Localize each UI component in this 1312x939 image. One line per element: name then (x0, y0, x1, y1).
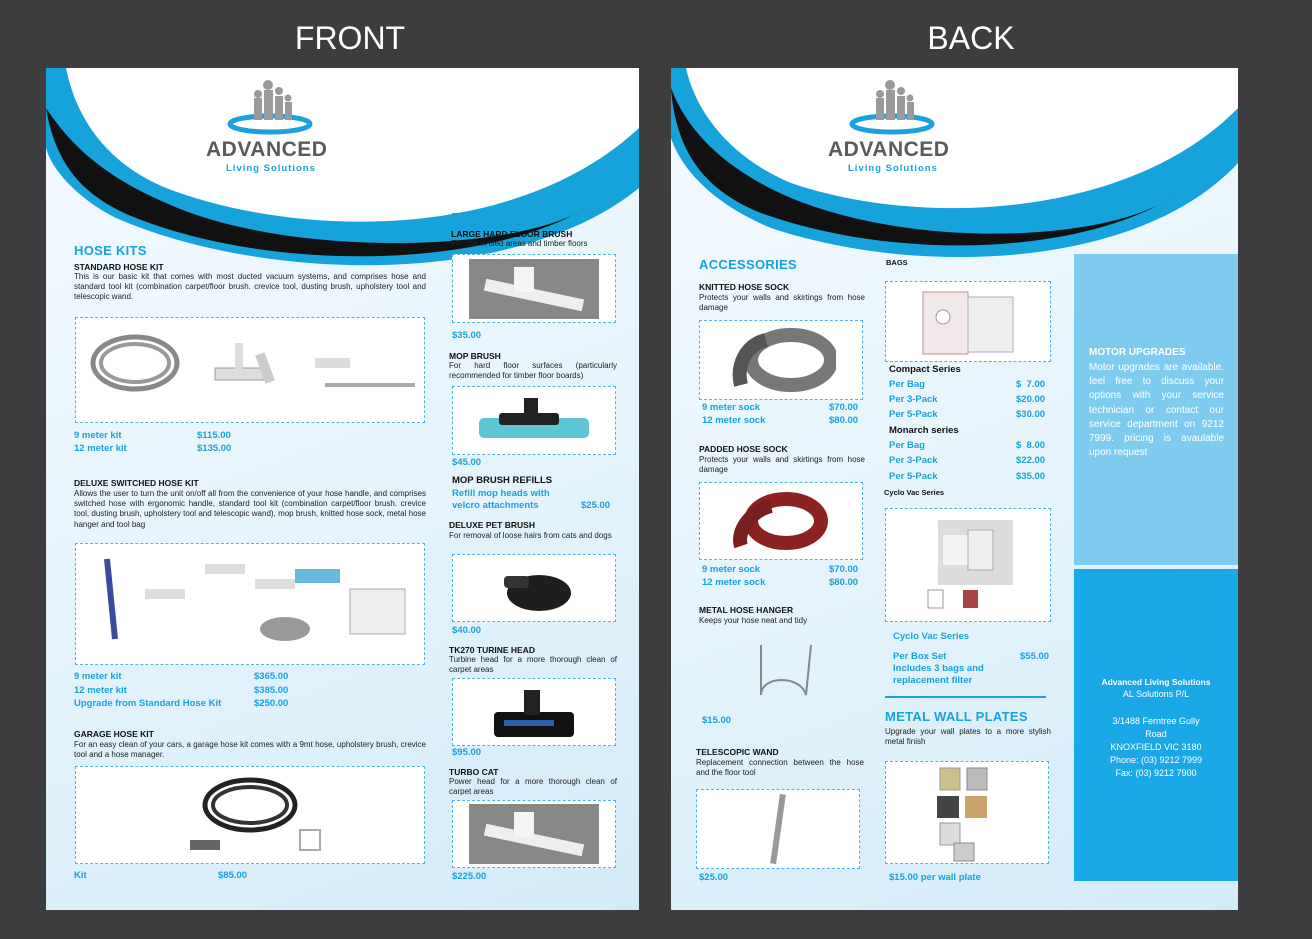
pet-brush-title: DELUXE PET BRUSH (449, 520, 535, 530)
turbo-cat-desc: Power head for a more thorough clean of carpet areas (449, 777, 617, 797)
monarch-row-label-0: Per Bag (889, 440, 925, 451)
contact-name: Advanced Living Solutions (1101, 677, 1211, 687)
tk270-image (452, 678, 616, 746)
bags-image (885, 281, 1051, 362)
cyclo-small-label: Cyclo Vac Series (884, 488, 945, 497)
contact-fax: Fax: (03) 9212 7900 (1115, 768, 1197, 778)
padded-price-label-1: 12 meter sock (702, 577, 766, 588)
hose-hanger-image (699, 632, 863, 707)
monarch-row-label-2: Per 5-Pack (889, 471, 938, 482)
monarch-series-heading: Monarch series (889, 425, 959, 436)
contact-address-2: Road (1145, 729, 1167, 739)
company-logo-back (828, 76, 988, 186)
compact-row-price-1: $20.00 (1016, 394, 1046, 405)
padded-sock-desc: Protects your walls and skirtings from hose damage (699, 455, 865, 475)
pet-brush-image (452, 554, 616, 622)
compact-row-label-0: Per Bag (889, 379, 925, 390)
wall-plates-price: $15.00 per wall plate (889, 872, 981, 883)
floor-tools-heading: FLOOR TOOLS (451, 210, 548, 225)
back-page (671, 68, 1238, 910)
cyclo-vac-heading: Cyclo Vac Series (893, 631, 970, 642)
compact-series-heading: Compact Series (889, 364, 961, 375)
mop-refills-price: $25.00 (581, 500, 611, 511)
cyclo-vac-price: $55.00 (1020, 651, 1050, 662)
telescopic-wand-desc: Replacement connection between the hose and the floor tool (696, 758, 864, 778)
hose-hanger-desc: Keeps your hose neat and tidy (699, 616, 808, 625)
wall-plates-image (885, 761, 1049, 864)
mop-brush-price: $45.00 (452, 457, 482, 468)
standard-price-1: $135.00 (197, 443, 232, 454)
monarch-row-label-1: Per 3-Pack (889, 455, 938, 466)
compact-row-price-2: $30.00 (1016, 409, 1046, 420)
hose-kits-heading: HOSE KITS (74, 243, 147, 258)
wall-plates-heading: METAL WALL PLATES (885, 709, 1028, 724)
standard-price-label-1: 12 meter kit (74, 443, 127, 454)
cyclo-vac-line2: Includes 3 bags and (893, 663, 984, 674)
standard-hose-kit-title: STANDARD HOSE KIT (74, 262, 164, 272)
tk270-desc: Turbine head for a more thorough clean of carpet areas (449, 655, 617, 675)
knitted-sock-title: KNITTED HOSE SOCK (699, 282, 790, 292)
cyclo-vac-image (885, 508, 1051, 622)
pet-brush-price: $40.00 (452, 625, 482, 636)
company-logo (206, 76, 366, 186)
mop-refills-line2: velcro attachments (452, 500, 539, 511)
hose-hanger-title: METAL HOSE HANGER (699, 605, 794, 615)
deluxe-price-label-1: 12 meter kit (74, 685, 127, 696)
deluxe-price-label-2: Upgrade from Standard Hose Kit (74, 698, 222, 709)
contact-address-1: 3/1488 Ferntree Gully (1112, 716, 1200, 726)
motor-upgrades-heading: MOTOR UPGRADES (1089, 347, 1186, 358)
standard-hose-kit-desc: This is our basic kit that comes with most ducted vacuum systems, and comprises hose and standard tool kit (combination carpet/floor brush. crevice tool, dusting brush, upholstery tool and telescopic wand. (74, 272, 426, 302)
compact-row-price-0: $ 7.00 (1016, 379, 1046, 390)
knitted-sock-desc: Protects your walls and skirtings from hose damage (699, 293, 865, 313)
mop-brush-image (452, 386, 616, 455)
deluxe-hose-kit-title: DELUXE SWITCHED HOSE KIT (74, 478, 199, 488)
large-brush-image (452, 254, 616, 323)
knitted-price-label-1: 12 meter sock (702, 415, 766, 426)
large-brush-desc: For use in tiled areas and timber floors (451, 239, 588, 248)
logo-text-advanced: ADVANCED (206, 138, 328, 161)
turbo-cat-title: TURBO CAT (449, 767, 499, 777)
turbo-cat-price: $225.00 (452, 871, 487, 882)
divider (885, 696, 1046, 698)
cyclo-vac-line3: replacement filter (893, 675, 973, 686)
mop-brush-title: MOP BRUSH (449, 351, 501, 361)
standard-price-label-0: 9 meter kit (74, 430, 122, 441)
logo-text-living-back: Living Solutions (848, 163, 938, 174)
garage-hose-kit-desc: For an easy clean of your cars, a garage hose kit comes with a 9mt hose, upholstery brush, crevice tool and a hose manager. (74, 740, 426, 760)
knitted-price-0: $70.00 (829, 402, 859, 413)
back-label: BACK (927, 20, 1015, 56)
garage-hose-kit-title: GARAGE HOSE KIT (74, 729, 154, 739)
cyclo-vac-line1: Per Box Set (893, 651, 947, 662)
bags-title: BAGS (886, 258, 908, 267)
garage-price-0: $85.00 (218, 870, 248, 881)
telescopic-wand-title: TELESCOPIC WAND (696, 747, 779, 757)
compact-row-label-2: Per 5-Pack (889, 409, 938, 420)
turbo-cat-image (452, 800, 616, 868)
contact-legal: AL Solutions P/L (1122, 689, 1190, 699)
contact-phone: Phone: (03) 9212 7999 (1109, 755, 1203, 765)
deluxe-price-2: $250.00 (254, 698, 289, 709)
padded-price-1: $80.00 (829, 577, 859, 588)
accessories-heading: ACCESSORIES (699, 257, 797, 272)
padded-price-0: $70.00 (829, 564, 859, 575)
padded-sock-image (699, 482, 863, 560)
padded-sock-title: PADDED HOSE SOCK (699, 444, 788, 454)
mop-refills-title: MOP BRUSH REFILLS (452, 475, 553, 486)
large-brush-title: LARGE HARD FLOOR BRUSH (451, 229, 573, 239)
garage-price-label-0: Kit (74, 870, 87, 881)
front-page (46, 68, 639, 910)
wall-plates-desc: Upgrade your wall plates to a more stylish metal finish (885, 727, 1051, 747)
tk270-price: $95.00 (452, 747, 482, 758)
logo-text-advanced-back: ADVANCED (828, 138, 950, 161)
tk270-title: TK270 TURINE HEAD (449, 645, 535, 655)
telescopic-wand-price: $25.00 (699, 872, 729, 883)
deluxe-hose-kit-desc: Allows the user to turn the unit on/off all from the convenience of your hose handle, and comprises switched hose with ergonomic handle, standard tool kit (combination carpet/floor brush. crevice tool, dusting brush, upholstery tool and telescopic wand), mop brush, knitted hose sock, metal hose hanger and tool bag (74, 489, 426, 529)
front-label: FRONT (294, 20, 406, 56)
mop-brush-desc: For hard floor surfaces (particularly recommended for timber floor boards) (449, 361, 617, 381)
monarch-row-price-2: $35.00 (1016, 471, 1046, 482)
deluxe-price-0: $365.00 (254, 671, 289, 682)
padded-price-label-0: 9 meter sock (702, 564, 761, 575)
motor-upgrades-desc: Motor upgrades are available. feel free to discuss your options with your service technician or contact our service department on 9212 7999. pricing is avaulable upon request (1089, 362, 1224, 459)
contact-address-3: KNOXFIELD VIC 3180 (1110, 742, 1202, 752)
knitted-price-label-0: 9 meter sock (702, 402, 761, 413)
large-brush-price: $35.00 (452, 330, 482, 341)
hose-hanger-price: $15.00 (702, 715, 732, 726)
pet-brush-desc: For removal of loose hairs from cats and dogs (449, 531, 612, 540)
knitted-sock-image (699, 320, 863, 400)
mop-refills-line1: Refill mop heads with (452, 488, 550, 499)
deluxe-hose-kit-image (75, 543, 425, 665)
standard-hose-kit-image (75, 317, 425, 423)
monarch-row-price-0: $ 8.00 (1016, 440, 1046, 451)
standard-price-0: $115.00 (197, 430, 231, 441)
knitted-price-1: $80.00 (829, 415, 859, 426)
logo-text-living: Living Solutions (226, 163, 316, 174)
compact-row-label-1: Per 3-Pack (889, 394, 938, 405)
deluxe-price-1: $385.00 (254, 685, 289, 696)
telescopic-wand-image (696, 789, 860, 869)
monarch-row-price-1: $22.00 (1016, 455, 1046, 466)
garage-hose-kit-image (75, 766, 425, 864)
deluxe-price-label-0: 9 meter kit (74, 671, 122, 682)
